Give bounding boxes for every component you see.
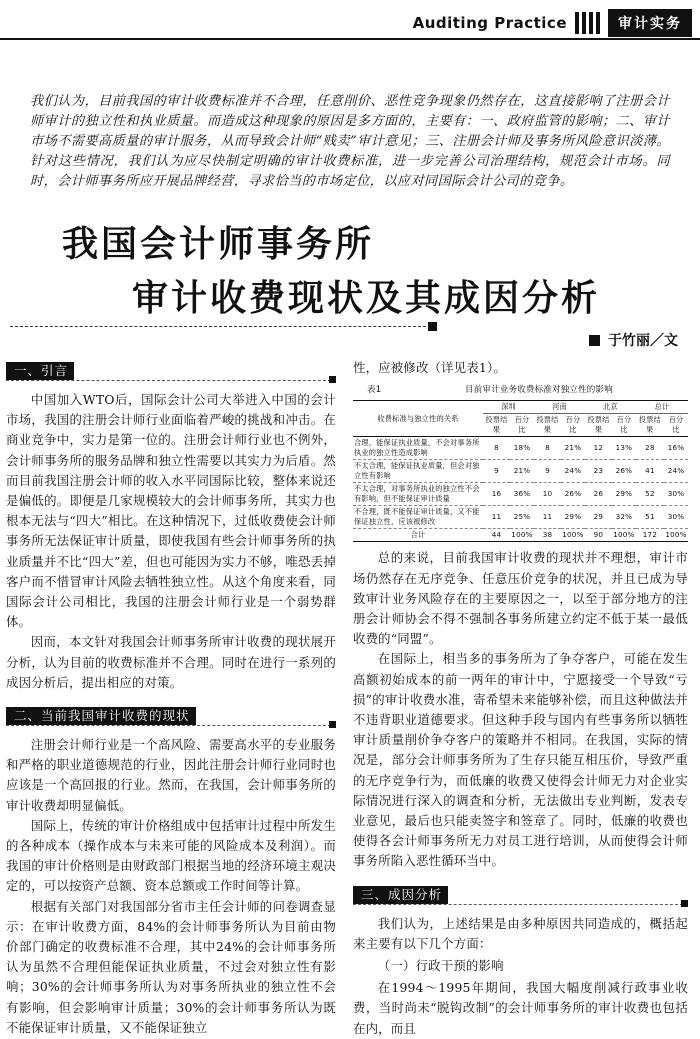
- author-name: 于竹丽／文: [608, 333, 678, 349]
- table-cell: 100%: [510, 529, 534, 542]
- column-group-header: 深圳: [483, 401, 534, 414]
- header-rule: [0, 38, 700, 40]
- table-1: [353, 380, 688, 542]
- column-header: 百分比: [510, 414, 534, 437]
- table-cell: 16: [483, 483, 510, 506]
- title-rule: [10, 326, 436, 328]
- table-cell: 24%: [664, 460, 688, 483]
- column-header: 投票结果: [483, 414, 510, 437]
- right-column: [353, 358, 688, 1039]
- paragraph: 国际上，传统的审计价格组成中包括审计过程中所发生的各种成本（操作成本与未来可能的风险成本及利润）。而我国的审计价格则是由财政部门根据当地的经济环境主观决定的，可以按资产总额、资本总额或工作时间等计算。: [6, 817, 336, 894]
- table-cell: 11: [534, 506, 561, 529]
- section-heading-3-label: 三、成因分析: [353, 886, 448, 904]
- section-heading-2: [6, 707, 336, 727]
- paragraph: 根据有关部门对我国部分省市主任会计师的问卷调查显示：在审计收费方面，84%的会计师事务所认为目前由物价部门确定的收费标准不合理，其中24%的会计师事务所认为虽然不合理但能保证执业质量，不过会对独立性有影响；30%的会计师事务所认为对事务所执业的独立性不会有影响，但会影响审计质量；30%的会计师事务所认为既不能保证审计质量，又不能保证独立: [6, 898, 336, 1035]
- table-cell: 8: [483, 437, 510, 460]
- paragraph: 我们认为，上述结果是由多种原因共同造成的，概括起来主要有以下几个方面：: [353, 915, 688, 951]
- table-cell: 23: [585, 460, 612, 483]
- table-cell: 44: [483, 529, 510, 542]
- header-bars-decoration: [575, 12, 600, 34]
- table-cell: 38: [534, 529, 561, 542]
- table-row: [353, 483, 688, 506]
- table-cell: 29%: [561, 506, 585, 529]
- paragraph: 因而，本文针对我国会计师事务所审计收费的现状展开分析，认为目前的收费标准并不合理。同时在进行一系列的成因分析后，提出相应的对策。: [6, 634, 336, 690]
- table-row: [353, 529, 688, 542]
- table-cell: 10: [534, 483, 561, 506]
- table-cell: 13%: [612, 437, 636, 460]
- section-heading-2-label: 二、当前我国审计收费的现状: [6, 707, 196, 725]
- title-rule-end-mark: [428, 322, 437, 331]
- table-cell: 100%: [561, 529, 585, 542]
- row-label: 不太合理，能保证执业质量，但会对独立性有影响: [353, 460, 483, 483]
- section-heading-1-label: 一、引言: [6, 362, 74, 380]
- table-caption: [353, 380, 688, 400]
- column-header: 百分比: [612, 414, 636, 437]
- column-header: 百分比: [561, 414, 585, 437]
- page-header: [413, 9, 692, 37]
- row-label: 合理，能保证执业质量，不会对事务所执业的独立性造成影响: [353, 437, 483, 460]
- abstract: 我们认为，目前我国的审计收费标准并不合理，任意削价、恶性竞争现象仍然存在，这直接影响了注册会计师审计的独立性和执业质量。而造成这种现象的原因是多方面的，主要有：一、政府监管的影响；二、审计市场不需要高质量的审计服务，从而导致会计师“贱卖”审计意见；三、注册会计师及事务所风险意识淡薄。针对这些情况，我们认为应尽快制定明确的审计收费标准，进一步完善公司治理结构，规范会计市场。同时，会计师事务所应开展品牌经营，寻求恰当的市场定位，以应对同国际会计公司的竞争。: [30, 94, 670, 189]
- column-group-header: 河南: [534, 401, 585, 414]
- table-cell: 12: [585, 437, 612, 460]
- section-heading-rule: [6, 725, 336, 726]
- column-header: 投票结果: [585, 414, 612, 437]
- table-cell: 16%: [664, 437, 688, 460]
- table-cell: 30%: [664, 483, 688, 506]
- column-group-header: 总计: [636, 401, 688, 414]
- table-row: [353, 506, 688, 529]
- table-cell: 11: [483, 506, 510, 529]
- row-label: 合计: [353, 529, 483, 542]
- section-heading-end-mark: [329, 376, 336, 383]
- table-cell: 28: [636, 437, 664, 460]
- table-cell: 172: [636, 529, 664, 542]
- section-heading-end-mark: [329, 721, 336, 728]
- section-heading-1: [6, 362, 336, 382]
- article-title-line1: 我国会计师事务所: [62, 224, 375, 265]
- article-title-line2: 审计收费现状及其成因分析: [132, 278, 601, 319]
- table-title: 目前审计业务收费标准对独立性的影响: [465, 385, 613, 396]
- table-cell: 26: [585, 483, 612, 506]
- table-cell: 100%: [612, 529, 636, 542]
- table-cell: 52: [636, 483, 664, 506]
- column-header: 百分比: [664, 414, 688, 437]
- table-cell: 24%: [561, 460, 585, 483]
- table-cell: 30%: [664, 506, 688, 529]
- journal-section-en: Auditing Practice: [412, 14, 567, 32]
- section-heading-end-mark: [681, 900, 688, 907]
- table-cell: 9: [483, 460, 510, 483]
- section-heading-rule: [6, 380, 336, 381]
- column-header: 投票结果: [636, 414, 664, 437]
- table-cell: 26%: [561, 483, 585, 506]
- row-label: 不太合理，对事务所执业的独立性不会有影响，但不能保证审计质量: [353, 483, 483, 506]
- table-cell: 9: [534, 460, 561, 483]
- table-cell: 32%: [612, 506, 636, 529]
- table-cell: 90: [585, 529, 612, 542]
- table-cell: 18%: [510, 437, 534, 460]
- table-cell: 29: [585, 506, 612, 529]
- table-cell: 25%: [510, 506, 534, 529]
- section-heading-rule: [353, 904, 688, 905]
- paragraph: 总的来说，目前我国审计收费的现状并不理想，审计市场仍然存在无序竞争、任意压价竞争的状况，并且已成为导致审计业务风险存在的主要原因之一，以至于部分地方的注册会计师协会不得不强制各事务所建立约定不低于某一最低收费的“同盟”。: [353, 550, 688, 647]
- table-corner-header: 收费标准与独立性的关系: [353, 401, 483, 437]
- table-cell: 100%: [664, 529, 688, 542]
- paragraph: 中国加入WTO后，国际会计公司大举进入中国的会计市场，我国的注册会计师行业面临着严峻的挑战和冲击。在商业竞争中，实力是第一位的。注册会计师行业也不例外，会计师事务所的服务品牌和独立性需要以其实力为后盾。然而目前我国注册会计师的收入水平同国际比较，整体来说还是偏低的。即便是几家规模较大的会计师事务所，其实力也根本无法与“四大”相比。在这种情况下，过低收费使会计师事务所无法保证审计质量，即使我国有些会计师事务所的执业质量并不比“四大”差，但也可能因为实力不够，唯恐丢掉客户而不惜冒审计风险去牺牲独立性。从这个角度来看，同国际会计公司相比，我国的注册会计师行业是一个弱势群体。: [6, 392, 336, 630]
- table-cell: 29%: [612, 483, 636, 506]
- paragraph: 在国际上，相当多的事务所为了争夺客户，可能在发生高额初始成本的前一两年的审计中，宁愿接受一个导致“亏损”的审计收费水准，寄希望未来能够补偿，而且这种做法并不违背职业道德要求。但这种手段与国内有些事务所以牺牲审计质量削价争夺客户的策略并不相同。在我国，实际的情况是，部分会计师事务所为了生存只能互相压价，导致严重的无序竞争行为，而低廉的收费又使得会计师无力对企业实际情况进行深入的调查和分析，无法做出专业判断，发表专业意见，最后也只能卖签字和签章了。同时，低廉的收费也使得各会计师事务所无力对员工进行培训，从而使得会计师事务所陷入恶性循环当中。: [353, 651, 688, 869]
- row-label: 不合理，既不能保证审计质量，又不能保证独立性，应该被修改: [353, 506, 483, 529]
- paragraph-continuation: 性，应被修改（详见表1）。: [353, 360, 506, 375]
- subheading: （一）行政干预的影响: [377, 958, 504, 974]
- table-cell: 21%: [510, 460, 534, 483]
- section-heading-3: [353, 886, 688, 906]
- author-square-icon: [589, 335, 600, 346]
- table-cell: 36%: [510, 483, 534, 506]
- table-cell: 26%: [612, 460, 636, 483]
- paragraph: 在1994～1995年期间，我国大幅度削减行政事业收费，当时尚未“脱钩改制”的会计师事务所的审计收费也包括在内，而且: [353, 980, 688, 1036]
- paragraph: 注册会计师行业是一个高风险、需要高水平的专业服务和严格的职业道德规范的行业，因此注册会计师行业同时也应该是一个高回报的行业。然而，在我国，会计师事务所的审计收费却明显偏低。: [6, 737, 336, 813]
- author-line: [589, 330, 678, 350]
- table-cell: 41: [636, 460, 664, 483]
- data-table: [353, 400, 688, 542]
- table-row: [353, 437, 688, 460]
- table-cell: 51: [636, 506, 664, 529]
- column-group-header: 北京: [585, 401, 636, 414]
- table-row: [353, 460, 688, 483]
- column-header: 投票结果: [534, 414, 561, 437]
- left-column: [6, 358, 336, 1038]
- table-number: 表1: [367, 385, 382, 396]
- table-cell: 21%: [561, 437, 585, 460]
- table-cell: 8: [534, 437, 561, 460]
- journal-section-cn: 审计实务: [608, 9, 692, 37]
